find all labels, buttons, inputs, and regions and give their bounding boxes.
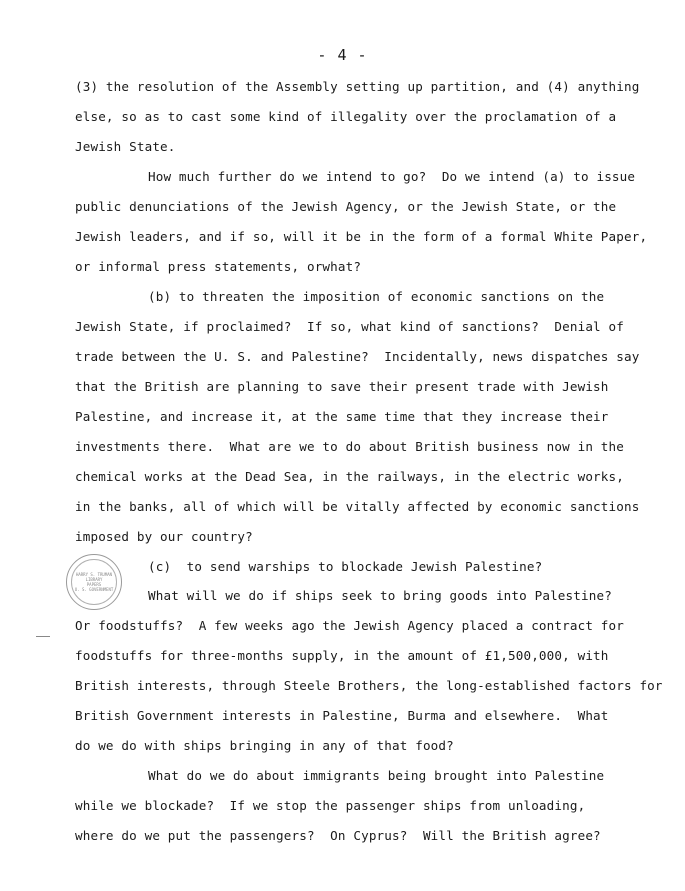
text-line: (3) the resolution of the Assembly setting up partition, and (4) anything (75, 79, 640, 94)
text-line: (c) to send warships to blockade Jewish Palestine? (148, 559, 543, 574)
text-line: Jewish State. (75, 139, 176, 154)
text-line: (b) to threaten the imposition of economic sanctions on the (148, 289, 605, 304)
text-line: British Government interests in Palestine, Burma and elsewhere. What (75, 708, 609, 723)
text-line: or informal press statements, orwhat? (75, 259, 362, 274)
stamp-middle-text: PAPERS (86, 582, 102, 587)
stamp-top-text: HARRY S. TRUMAN LIBRARY (75, 572, 113, 582)
text-line: chemical works at the Dead Sea, in the railways, in the electric works, (75, 469, 624, 484)
stamp-inner-ring (71, 559, 117, 605)
text-line: What will we do if ships seek to bring goods into Palestine? (148, 588, 612, 603)
stamp-bottom-text: U. S. GOVERNMENT (74, 587, 114, 592)
text-line: investments there. What are we to do about British business now in the (75, 439, 624, 454)
text-line: How much further do we intend to go? Do we intend (a) to issue (148, 169, 636, 184)
text-line: public denunciations of the Jewish Agency, or the Jewish State, or the (75, 199, 617, 214)
text-line: Jewish leaders, and if so, will it be in the form of a formal White Paper, (75, 229, 648, 244)
page-number: - 4 - (317, 46, 368, 64)
text-line: while we blockade? If we stop the passenger ships from unloading, (75, 798, 586, 813)
text-line: that the British are planning to save their present trade with Jewish (75, 379, 609, 394)
text-line: What do we do about immigrants being brought into Palestine (148, 768, 605, 783)
text-line: Jewish State, if proclaimed? If so, what kind of sanctions? Denial of (75, 319, 624, 334)
text-line: Or foodstuffs? A few weeks ago the Jewish Agency placed a contract for (75, 618, 624, 633)
text-line: imposed by our country? (75, 529, 253, 544)
text-line: in the banks, all of which will be vitally affected by economic sanctions (75, 499, 640, 514)
library-stamp (66, 554, 122, 610)
text-line: trade between the U. S. and Palestine? Incidentally, news dispatches say (75, 349, 640, 364)
text-line: where do we put the passengers? On Cyprus? Will the British agree? (75, 828, 601, 843)
text-line: foodstuffs for three-months supply, in the amount of £1,500,000, with (75, 648, 609, 663)
text-line: Palestine, and increase it, at the same time that they increase their (75, 409, 609, 424)
margin-mark (36, 636, 50, 637)
text-line: British interests, through Steele Brothers, the long-established factors for (75, 678, 663, 693)
text-line: else, so as to cast some kind of illegality over the proclamation of a (75, 109, 617, 124)
text-line: do we do with ships bringing in any of that food? (75, 738, 454, 753)
